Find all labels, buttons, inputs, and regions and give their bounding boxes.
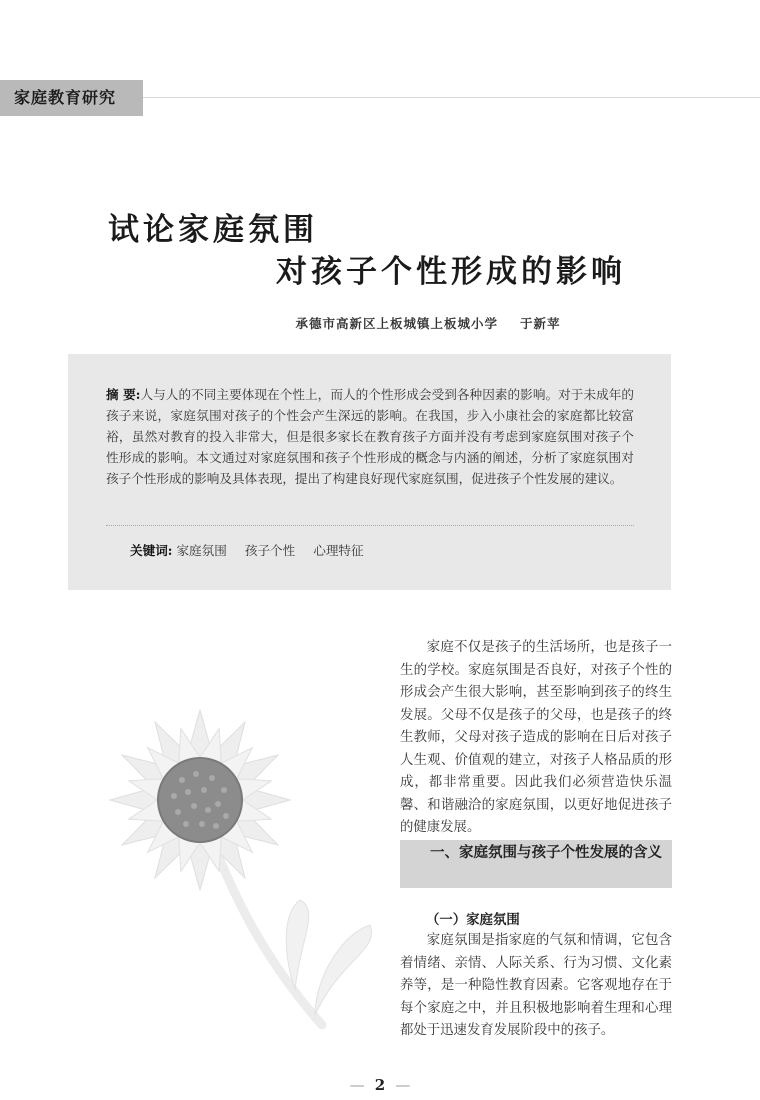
subsection-heading: （一）家庭氛围 <box>426 912 520 928</box>
section-heading-box <box>400 840 672 888</box>
keyword: 心理特征 <box>313 543 364 558</box>
footer-dash-right: — <box>395 1076 411 1094</box>
title-line-2: 对孩子个性形成的影响 <box>276 254 626 290</box>
sunflower-illustration <box>100 700 400 1060</box>
keyword: 家庭氛围 <box>176 543 227 558</box>
subsection-paragraph: 家庭氛围是指家庭的气氛和情调，它包含着情绪、亲情、人际关系、行为习惯、文化素养等，是一种隐性教育因素。它客观地存在于每个家庭之中，并且积极地影响着生理和心理都处于迅速发育发展阶段中的孩子。 <box>400 933 672 1038</box>
abstract-box <box>68 354 671 590</box>
keywords-line <box>130 540 378 559</box>
keywords-label: 关键词: <box>130 543 173 558</box>
keyword: 孩子个性 <box>244 543 296 558</box>
page-number: 2 <box>374 1076 386 1094</box>
author-name: 于新苹 <box>520 316 561 331</box>
section-tag: 家庭教育研究 <box>0 80 143 116</box>
author-line <box>0 314 760 332</box>
intro-paragraph: 家庭不仅是孩子的生活场所，也是孩子一生的学校。家庭氛围是否良好，对孩子个性的形成会产生很大影响，甚至影响到孩子的终生发展。父母不仅是孩子的父母，也是孩子的终生教师，父母对孩子造成的影响在日后对孩子人生观、价值观的建立，对孩子人格品质的形成，都非常重要。因此我们必须营造快乐温馨、和谐融洽的家庭氛围，以更好地促进孩子的健康发展。 <box>400 640 672 835</box>
abstract-paragraph <box>106 384 634 489</box>
author-affiliation: 承德市高新区上板城镇上板城小学 <box>295 316 498 331</box>
header-divider <box>143 97 760 98</box>
abstract-text: 人与人的不同主要体现在个性上，而人的个性形成会受到各种因素的影响。对于未成年的孩子来说，家庭氛围对孩子的个性会产生深远的影响。在我国，步入小康社会的家庭都比较富裕，虽然对教育的投入非常大，但是很多家长在教育孩子方面并没有考虑到家庭氛围对孩子个性形成的影响。本文通过对家庭氛围和孩子个性形成的概念与内涵的阐述，分析了家庭氛围对孩子个性形成的影响及具体表现，提出了构建良好现代家庭氛围，促进孩子个性发展的建议。 <box>106 387 635 486</box>
section-heading: 一、家庭氛围与孩子个性发展的含义 <box>430 845 662 861</box>
abstract-label: 摘 要: <box>106 387 141 402</box>
title-line-1: 试论家庭氛围 <box>108 212 318 248</box>
footer-dash-left: — <box>349 1076 365 1094</box>
page-footer <box>0 1076 760 1094</box>
abstract-divider <box>106 525 634 526</box>
